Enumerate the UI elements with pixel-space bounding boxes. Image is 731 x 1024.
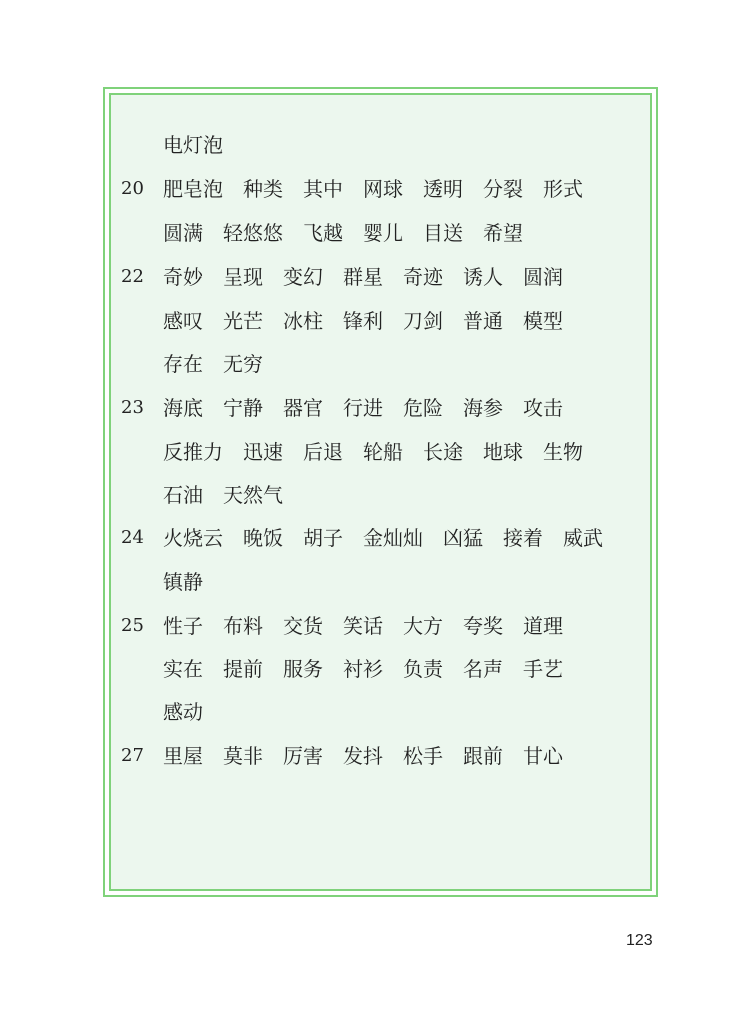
word-group xyxy=(163,342,283,386)
vocab-word: 群星 xyxy=(343,265,383,289)
vocab-word: 实在 xyxy=(163,657,203,681)
vocab-word: 透明 xyxy=(423,177,463,201)
word-group xyxy=(163,647,583,691)
vocab-word: 发抖 xyxy=(343,744,383,768)
vocab-word: 海参 xyxy=(463,396,503,420)
vocab-word: 模型 xyxy=(523,309,563,333)
word-group xyxy=(163,473,303,517)
vocab-word: 网球 xyxy=(363,177,403,201)
vocab-word: 反推力 xyxy=(163,440,223,464)
vocab-word: 胡子 xyxy=(303,526,343,550)
vocab-word: 婴儿 xyxy=(363,221,403,245)
vocab-word: 希望 xyxy=(483,221,523,245)
vocab-word: 厉害 xyxy=(283,744,323,768)
vocabulary-list xyxy=(111,95,650,889)
vocab-word: 奇迹 xyxy=(403,265,443,289)
lesson-number: 23 xyxy=(121,397,144,418)
word-group xyxy=(163,211,543,255)
vocab-word: 石油 xyxy=(163,483,203,507)
vocab-word: 危险 xyxy=(403,396,443,420)
vocabulary-frame xyxy=(103,87,658,897)
vocab-word: 金灿灿 xyxy=(363,526,423,550)
vocab-word: 器官 xyxy=(283,396,323,420)
vocab-word: 性子 xyxy=(163,614,203,638)
vocab-word: 轮船 xyxy=(363,440,403,464)
vocab-word: 松手 xyxy=(403,744,443,768)
vocab-word: 衬衫 xyxy=(343,657,383,681)
vocab-word: 莫非 xyxy=(223,744,263,768)
vocab-word: 攻击 xyxy=(523,396,563,420)
vocab-word: 行进 xyxy=(343,396,383,420)
lesson-number: 27 xyxy=(121,745,144,766)
word-group xyxy=(163,255,583,299)
vocab-word: 感动 xyxy=(163,700,203,724)
vocab-word: 圆满 xyxy=(163,221,203,245)
vocab-word: 分裂 xyxy=(483,177,523,201)
word-group xyxy=(163,386,583,430)
vocab-word: 种类 xyxy=(243,177,283,201)
word-group xyxy=(163,299,583,343)
vocab-word: 手艺 xyxy=(523,657,563,681)
vocab-word: 火烧云 xyxy=(163,526,223,550)
vocab-word: 跟前 xyxy=(463,744,503,768)
vocab-word: 道理 xyxy=(523,614,563,638)
vocab-word: 无穷 xyxy=(223,352,263,376)
vocab-word: 飞越 xyxy=(303,221,343,245)
vocab-word: 接着 xyxy=(503,526,543,550)
vocab-word: 威武 xyxy=(563,526,603,550)
word-group xyxy=(163,604,583,648)
lesson-number: 25 xyxy=(121,615,144,636)
vocab-word: 形式 xyxy=(543,177,583,201)
word-group xyxy=(163,516,623,560)
vocab-word: 存在 xyxy=(163,352,203,376)
vocab-word: 感叹 xyxy=(163,309,203,333)
vocab-word: 笑话 xyxy=(343,614,383,638)
word-group xyxy=(163,167,603,211)
vocab-word: 镇静 xyxy=(163,570,203,594)
vocab-word: 锋利 xyxy=(343,309,383,333)
vocab-word: 刀剑 xyxy=(403,309,443,333)
vocab-word: 大方 xyxy=(403,614,443,638)
vocab-word: 海底 xyxy=(163,396,203,420)
vocab-word: 提前 xyxy=(223,657,263,681)
vocab-word: 肥皂泡 xyxy=(163,177,223,201)
vocab-word: 变幻 xyxy=(283,265,323,289)
vocabulary-panel xyxy=(109,93,652,891)
vocab-word: 迅速 xyxy=(243,440,283,464)
vocab-word: 长途 xyxy=(423,440,463,464)
vocab-word: 服务 xyxy=(283,657,323,681)
vocab-word: 负责 xyxy=(403,657,443,681)
vocab-word: 地球 xyxy=(483,440,523,464)
vocab-word: 普通 xyxy=(463,309,503,333)
word-group xyxy=(163,734,583,778)
vocab-word: 光芒 xyxy=(223,309,263,333)
lesson-number: 24 xyxy=(121,527,144,548)
vocab-word: 凶猛 xyxy=(443,526,483,550)
vocab-word: 后退 xyxy=(303,440,343,464)
vocab-word: 目送 xyxy=(423,221,463,245)
vocab-word: 晚饭 xyxy=(243,526,283,550)
vocab-word: 冰柱 xyxy=(283,309,323,333)
word-group xyxy=(163,430,603,474)
vocab-word: 名声 xyxy=(463,657,503,681)
word-group xyxy=(163,560,223,604)
vocab-word: 其中 xyxy=(303,177,343,201)
page-number: 123 xyxy=(626,932,653,949)
vocab-word: 交货 xyxy=(283,614,323,638)
vocab-word: 宁静 xyxy=(223,396,263,420)
vocab-word: 诱人 xyxy=(463,265,503,289)
lesson-number: 22 xyxy=(121,266,144,287)
vocab-word: 里屋 xyxy=(163,744,203,768)
vocab-word: 生物 xyxy=(543,440,583,464)
word-group xyxy=(163,123,243,167)
vocab-word: 奇妙 xyxy=(163,265,203,289)
vocab-word: 夸奖 xyxy=(463,614,503,638)
vocab-word: 电灯泡 xyxy=(163,133,223,157)
vocab-word: 布料 xyxy=(223,614,263,638)
vocab-word: 呈现 xyxy=(223,265,263,289)
vocab-word: 天然气 xyxy=(223,483,283,507)
vocab-word: 甘心 xyxy=(523,744,563,768)
lesson-number: 20 xyxy=(121,178,144,199)
vocab-word: 轻悠悠 xyxy=(223,221,283,245)
vocab-word: 圆润 xyxy=(523,265,563,289)
word-group xyxy=(163,690,223,734)
